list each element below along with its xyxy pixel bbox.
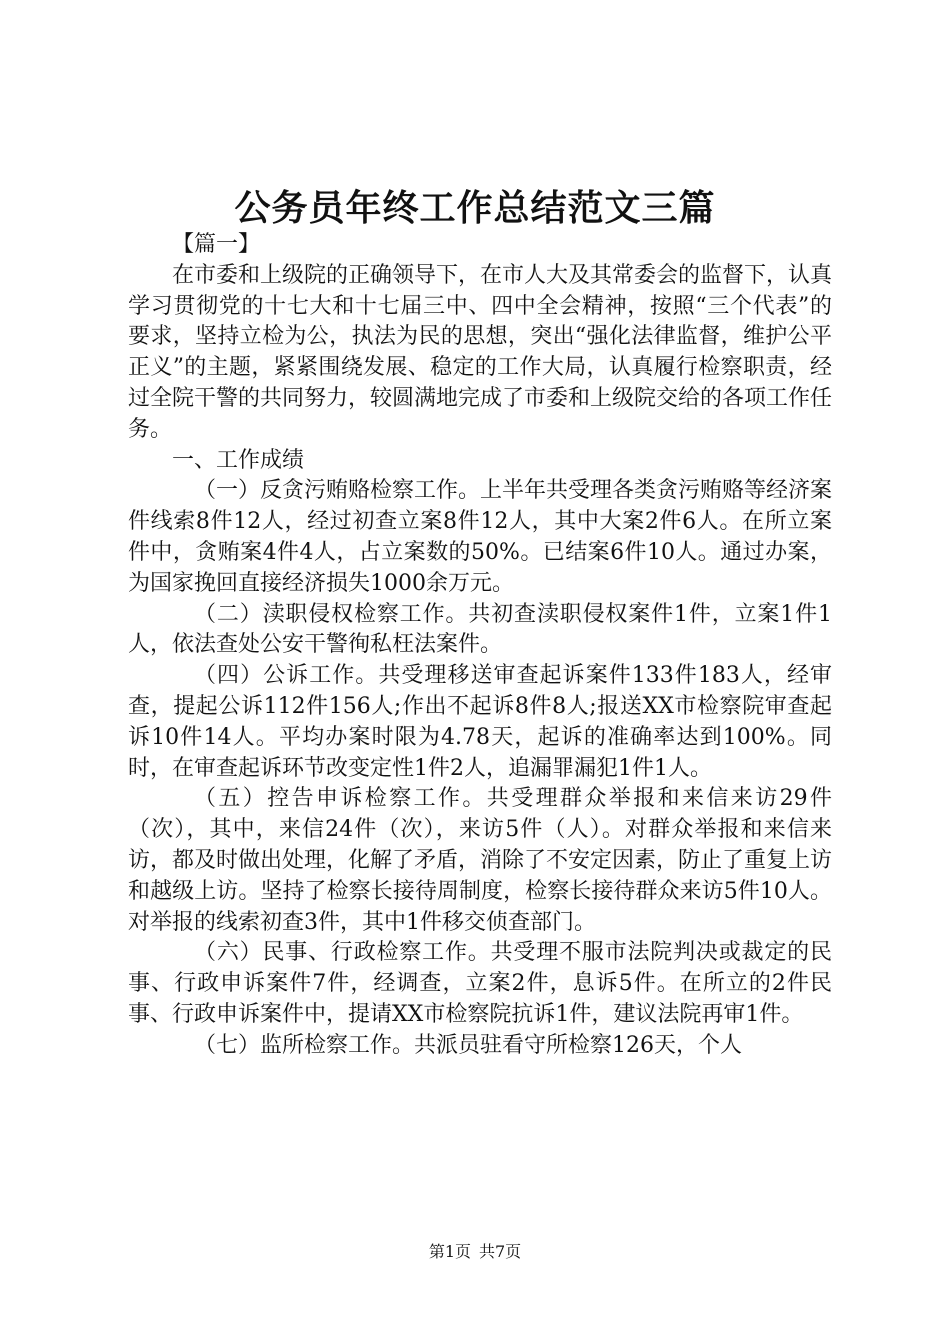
page-footer: [0, 1240, 950, 1264]
page-number-current: 第1页: [428, 1242, 471, 1261]
work-item-5: （五）控告申诉检察工作。共受理群众举报和来信来访29件（次），其中，来信24件（次），来访5件（人）。对群众举报和来信来访，都及时做出处理，化解了矛盾，消除了不安定因素，防止了重复上访和越级上访。坚持了检察长接待周制度，检察长接待群众来访5件10人。对举报的线索初查3件，其中1件移交侦查部门。: [128, 786, 833, 935]
work-item-1: （一）反贪污贿赂检察工作。上半年共受理各类贪污贿赂等经济案件线索8件12人，经过初查立案8件12人，其中大案2件6人。在所立案件中，贪贿案4件4人，占立案数的50%。已结案6件10人。通过办案，为国家挽回直接经济损失1000余万元。: [128, 478, 833, 596]
work-item-6: （六）民事、行政检察工作。共受理不服市法院判决或裁定的民事、行政申诉案件7件，经调查，立案2件，息诉5件。在所立的2件民事、行政申诉案件中，提请XX市检察院抗诉1件，建议法院再审1件。: [128, 940, 832, 1027]
work-item-2: （二）渎职侵权检察工作。共初查渎职侵权案件1件，立案1件1人，依法查处公安干警徇私枉法案件。: [128, 601, 832, 658]
intro-paragraph: 在市委和上级院的正确领导下，在市人大及其常委会的监督下，认真学习贯彻党的十七大和十七届三中、四中全会精神，按照“三个代表”的要求，坚持立检为公，执法为民的思想，突出“强化法律监督，维护公平正义”的主题，紧紧围绕发展、稳定的工作大局，认真履行检察职责，经过全院干警的共同努力，较圆满地完成了市委和上级院交给的各项工作任务。: [128, 262, 833, 442]
work-item-4: （四）公诉工作。共受理移送审查起诉案件133件183人，经审查，提起公诉112件156人;作出不起诉8件8人;报送XX市检察院审查起诉10件14人。平均办案时限为4.78天，起诉的准确率达到100%。同时，在审查起诉环节改变定性1件2人，追漏罪漏犯1件1人。: [128, 663, 832, 781]
document-body: [128, 230, 832, 1062]
work-item-7: （七）监所检察工作。共派员驻看守所检察126天，个人: [194, 1032, 742, 1058]
document-title: 公务员年终工作总结范文三篇: [234, 187, 716, 229]
page-number-total: 共7页: [479, 1242, 522, 1261]
section-label: 【篇一】: [172, 232, 261, 257]
section-heading: 一、工作成绩: [172, 447, 305, 473]
